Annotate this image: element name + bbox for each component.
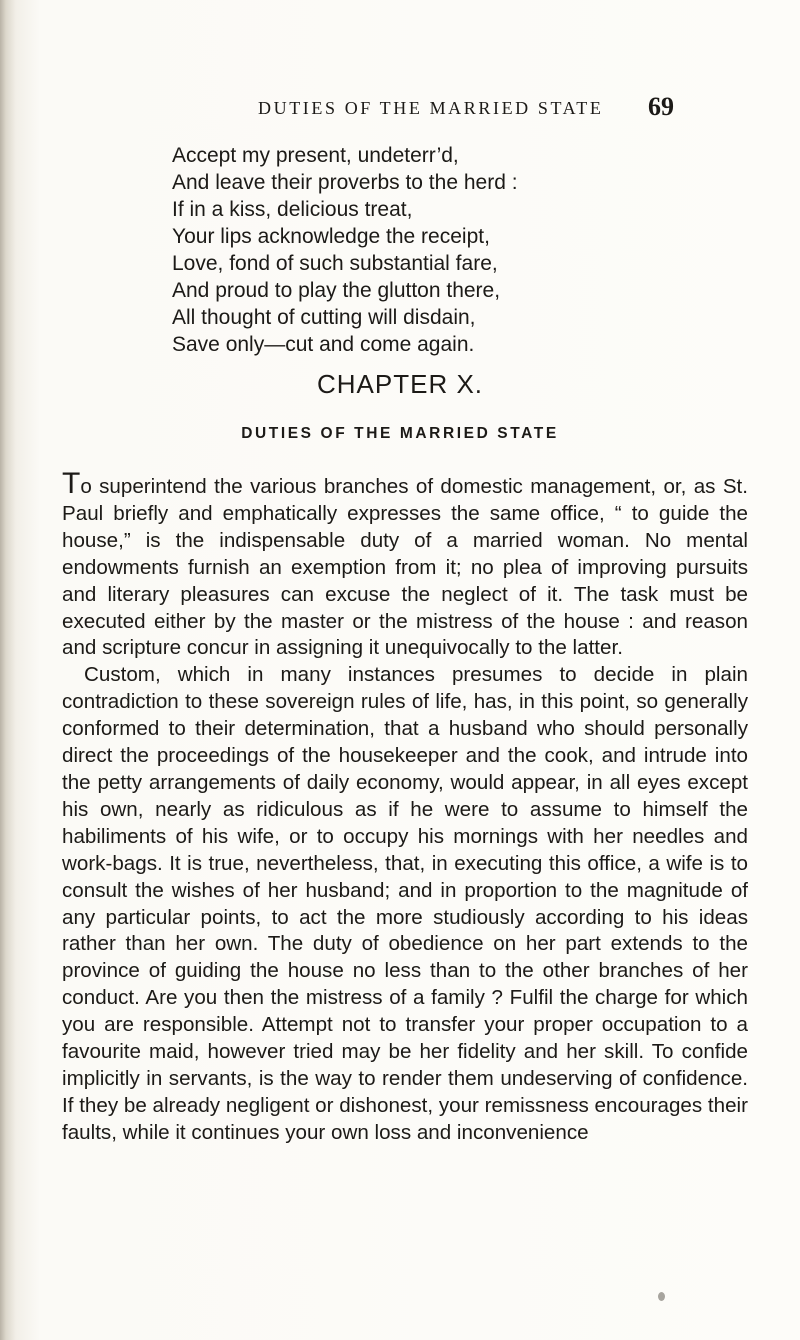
- poem-line: If in a kiss, delicious treat,: [172, 198, 413, 221]
- paragraph-1: [62, 467, 748, 662]
- paragraph-2: Custom, which in many instances presumes to decide in plain contradiction to these sovereign rules of life, has, in this point, so generally conformed to their determination, that a husband who should personally direct the proceedings of the housekeeper and the cook, and intrude into the petty arrangements of daily economy, would appear, in all eyes except his own, nearly as ridiculous as if he were to assume to himself the habiliments of his wife, or to occupy his mornings with her needles and work-bags. It is true, nevertheless, that, in executing this office, a wife is to consult the wishes of her husband; and in proportion to the magnitude of any particular points, to act the more studiously according to his ideas rather than her own. The duty of obedience on her part extends to the province of guiding the house no less than to the other branches of her conduct. Are you then the mistress of a family ? Fulfil the charge for which you are responsible. Attempt not to transfer your proper occupation to a favourite maid, however tried may be her fidelity and her skill. To confide implicitly in servants, is the way to render them undeserving of confidence. If they be already negligent or dishonest, your remissness encourages their faults, while it continues your own loss and inconvenience: [62, 663, 748, 1144]
- ink-speck: [658, 1292, 665, 1301]
- chapter-title: CHAPTER X.: [316, 369, 484, 399]
- poem-line: Accept my present, undeterr’d,: [172, 144, 459, 167]
- paragraph-1-text: o superintend the various branches of domestic management, or, as St. Paul briefly and emphatically expresses the same office, “ to guide the house,” is the indispensable duty of a married woman. No mental endowments furnish an exemption from it; no plea of improving pursuits and literary pleasures can excuse the neglect of it. The task must be executed either by the master or the mistress of the house : and reason and scripture concur in assigning it unequivocally to the latter.: [62, 475, 748, 660]
- poem-line: And leave their proverbs to the herd :: [172, 171, 518, 194]
- poem-line: All thought of cutting will disdain,: [172, 306, 476, 329]
- poem-stanza: [172, 142, 518, 358]
- poem-line: And proud to play the glutton there,: [172, 279, 501, 302]
- page-number: 69: [648, 92, 674, 121]
- poem-line: Save only—cut and come again.: [172, 333, 475, 356]
- poem-line: Your lips acknowledge the receipt,: [172, 225, 490, 248]
- running-head: [0, 88, 800, 128]
- chapter-body: [62, 467, 748, 1147]
- chapter-subtitle: DUTIES OF THE MARRIED STATE: [241, 425, 559, 442]
- drop-cap: T: [62, 467, 81, 500]
- poem-line: Love, fond of such substantial fare,: [172, 252, 498, 275]
- running-title: DUTIES OF THE MARRIED STATE: [258, 98, 604, 118]
